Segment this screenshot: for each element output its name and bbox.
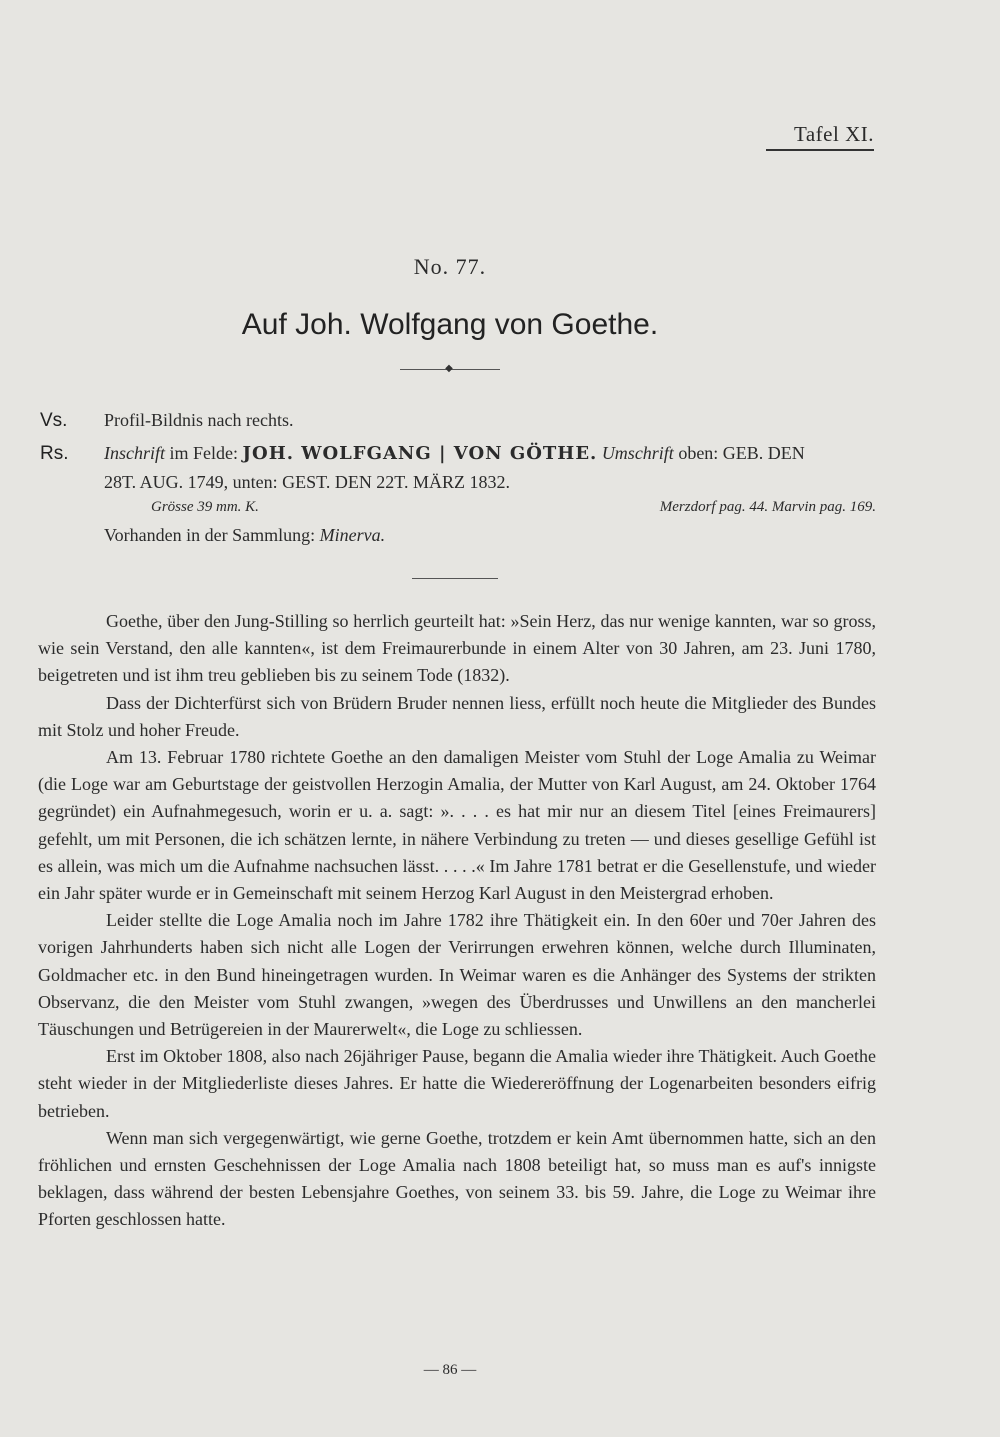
collection-label: Vorhanden in der Sammlung:: [104, 525, 316, 545]
reference-text: Merzdorf pag. 44. Marvin pag. 169.: [659, 499, 876, 515]
obverse-line: [40, 410, 876, 432]
inschrift-word: Inschrift: [104, 443, 165, 463]
ornament-diamond-icon: ◆: [445, 363, 453, 374]
paragraph: Erst im Oktober 1808, also nach 26jähriger Pause, begann die Amalia wieder ihre Thätigkeit. Auch Goethe steht wieder in der Mitgliederliste dieses Jahres. Er hatte die Wiedereröffnung der Logenarbeiten besonders eifrig betrieben.: [38, 1046, 876, 1121]
paragraph: Leider stellte die Loge Amalia noch im Jahre 1782 ihre Thätigkeit ein. In den 60er und 70er Jahren des vorigen Jahrhunderts haben sich nicht alle Logen der Verirrungen erwehren können, welche durch Illuminaten, Goldmacher etc. in den Bund hineingetragen wurden. In Weimar waren es die Anhänger des Systems der strikten Observanz, die den Meister vom Stuhl zwangen, »wegen des Überdrusses und Unwillens an den mancherlei Täuschungen und Betrügereien in der Maurerwelt«, die Loge zu schliessen.: [38, 910, 876, 1040]
umschrift-word: Umschrift: [601, 443, 674, 463]
im-felde-text: im Felde:: [169, 443, 238, 463]
page-number: — 86 —: [423, 1362, 477, 1378]
obverse-text: Profil-Bildnis nach rechts.: [104, 410, 294, 430]
paragraph: Wenn man sich vergegenwärtigt, wie gerne Goethe, trotzdem er kein Amt übernommen hatte, sich an den fröhlichen und ernsten Geschehnissen der Loge Amalia nach 1808 beteiligt hat, so muss man es auf's innigste beklagen, dass während der besten Lebensjahre Goethes, von seinem 33. bis 59. Jahre, die Loge zu Weimar ihre Pforten geschlossen hatte.: [38, 1127, 876, 1230]
body-text: [38, 608, 876, 1234]
paragraph: Goethe, über den Jung-Stilling so herrlich geurteilt hat: »Sein Herz, das nur wenige kannten, war so gross, wie sein Verstand, den alle kannten«, ist dem Freimaurerbunde in einem Alter von 30 Jahren, am 23. Juni 1780, beigetreten und ist ihm treu geblieben bis zu seinem Tode (1832).: [38, 611, 876, 686]
paragraph: Am 13. Februar 1780 richtete Goethe an den damaligen Meister vom Stuhl der Loge Amalia zu Weimar (die Loge war am Geburtstage der geistvollen Herzogin Amalia, der Mutter von Karl August, am 24. Oktober 1764 gegründet) ein Aufnahmegesuch, worin er u. a. sagt: ». . . . es hat mir nur an diesem Titel [eines Freimaurers] gefehlt, um mit Personen, die ich schätzen lernte, in nähere Verbindung zu treten — und dieses gesellige Gefühl ist es allein, was mich um die Aufnahme nachsuchen lässt. . . . .« Im Jahre 1781 betrat er die Gesellenstufe, und wieder ein Jahr später wurde er in Gemeinschaft mit seinem Herzog Karl August in den Meistergrad erhoben.: [38, 747, 876, 904]
plate-underline: [766, 149, 874, 151]
umschrift-text: oben: GEB. DEN: [678, 443, 805, 463]
collection-name: Minerva.: [319, 525, 386, 545]
inscription-text: JOH. WOLFGANG | VON GÖTHE.: [242, 443, 598, 464]
entry-title: Auf Joh. Wolfgang von Goethe.: [241, 308, 659, 341]
reverse-label: Rs.: [40, 443, 69, 464]
plate-label: Tafel XI.: [794, 122, 874, 146]
entry-number: No. 77.: [413, 254, 487, 279]
paragraph: Dass der Dichterfürst sich von Brüdern Bruder nennen liess, erfüllt noch heute die Mitglieder des Bundes mit Stolz und hoher Freude.: [38, 692, 876, 740]
reverse-line-2: 28T. AUG. 1749, unten: GEST. DEN 22T. MÄRZ 1832.: [104, 472, 510, 492]
section-divider: [412, 578, 498, 579]
obverse-label: Vs.: [40, 410, 68, 431]
reverse-line: [40, 443, 876, 465]
size-text: Grösse 39 mm. K.: [151, 499, 259, 515]
size-reference-row: [151, 499, 876, 516]
collection-line: [104, 525, 876, 546]
